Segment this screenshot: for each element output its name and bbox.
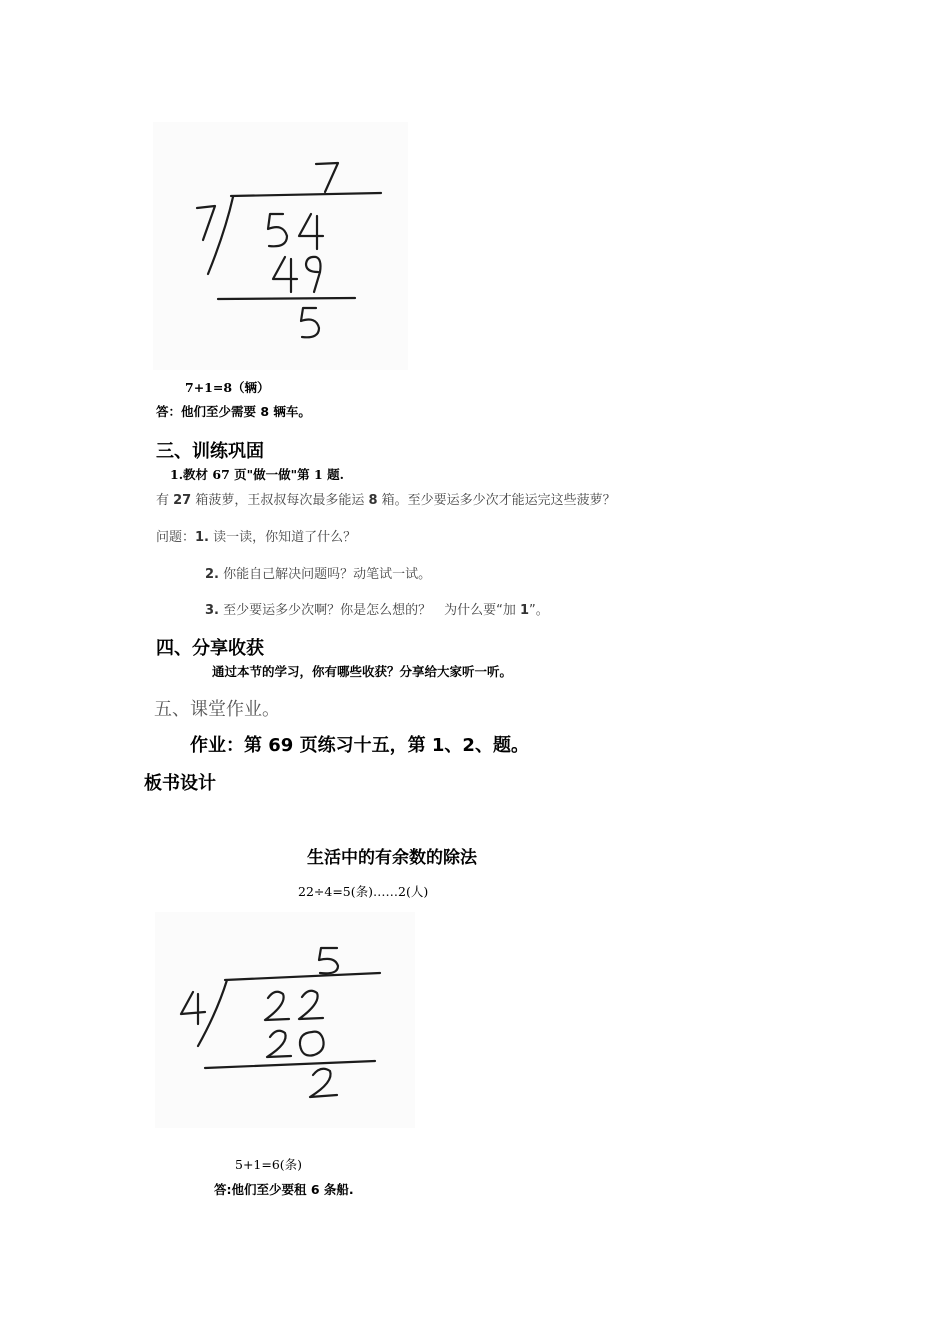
answer-line-1: 答：他们至少需要 8 辆车。 (156, 404, 311, 419)
board-answer: 答:他们至少要租 6 条船. (214, 1182, 354, 1197)
problem-statement: 有 27 箱菠萝，王叔叔每次最多能运 8 箱。至少要运多少次才能运完这些菠萝？ (156, 493, 616, 508)
section-4-heading: 四、分享收获 (156, 638, 264, 659)
division-figure-2 (155, 912, 415, 1128)
division-bar (231, 193, 381, 196)
board-equation: 22÷4=5(条)……2(人) (298, 884, 429, 899)
division-bracket (208, 197, 233, 274)
question-2: 2. 你能自己解决问题吗？动笔试一试。 (205, 567, 432, 582)
homework-line: 作业：第 69 页练习十五，第 1、2、题。 (190, 735, 529, 756)
division-figure-1 (153, 122, 408, 370)
board-calc: 5+1=6(条) (235, 1157, 303, 1172)
section-5-heading: 五、课堂作业。 (154, 699, 280, 720)
board-title: 生活中的有余数的除法 (307, 848, 477, 868)
divisor-digit (197, 206, 215, 240)
calc-line-1: 7+1=8（辆） (185, 380, 270, 395)
subtraction-line (218, 298, 355, 299)
question-3: 3. 至少要运多少次啊？你是怎么想的？ 为什么要“加 1”。 (205, 603, 549, 618)
section-3-heading: 三、训练巩固 (156, 441, 264, 462)
question-1: 问题：1. 读一读，你知道了什么？ (156, 530, 357, 545)
section-3-item: 1.教材 67 页"做一做"第 1 题. (170, 467, 344, 482)
section-4-text: 通过本节的学习，你有哪些收获？分享给大家听一听。 (212, 664, 513, 679)
board-design-heading: 板书设计 (144, 773, 216, 794)
quotient-digit (316, 163, 338, 192)
